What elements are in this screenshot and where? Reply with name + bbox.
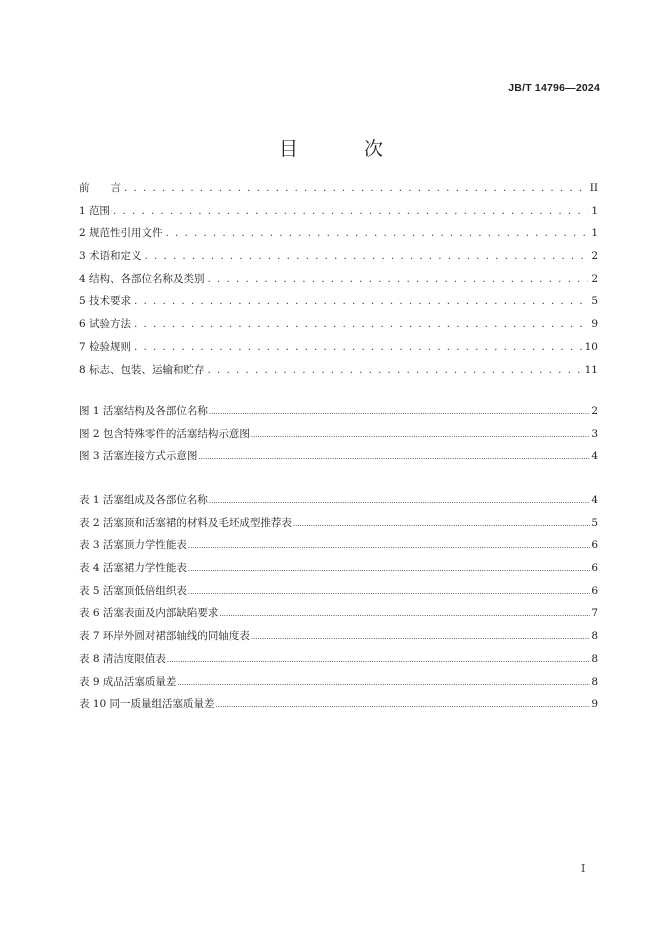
toc-entry-marking-packaging[interactable]: [79, 362, 598, 385]
table-label: 表 10 同一质量组活塞质量差: [79, 698, 215, 711]
toc-label: 前 言: [79, 182, 121, 194]
figure-entry[interactable]: [79, 426, 598, 449]
toc-label: 6 试验方法: [79, 318, 132, 331]
table-entry[interactable]: [79, 605, 598, 628]
dot-leader: [219, 607, 590, 619]
figure-entry[interactable]: [79, 403, 598, 426]
table-page: 5: [591, 516, 598, 529]
dot-leader: [293, 517, 590, 529]
dot-leader: [134, 341, 582, 353]
table-entry[interactable]: [79, 537, 598, 560]
toc-page: 10: [584, 340, 598, 353]
table-page: 8: [591, 652, 598, 665]
dot-leader: [251, 630, 590, 642]
toc-entry-foreword[interactable]: [79, 180, 598, 203]
toc-entry-scope[interactable]: [79, 203, 598, 226]
table-entry[interactable]: [79, 651, 598, 674]
toc-entry-technical-requirements[interactable]: [79, 293, 598, 316]
table-page: 6: [591, 539, 598, 552]
table-page: 8: [591, 630, 598, 643]
toc-entry-normative-references[interactable]: [79, 225, 598, 248]
table-entry[interactable]: [79, 628, 598, 651]
table-label: 表 2 活塞顶和活塞裙的材料及毛坯成型推荐表: [79, 516, 292, 529]
page-number: I: [581, 862, 586, 875]
toc-label: 1 范围: [79, 204, 111, 217]
toc-page: 2: [591, 250, 598, 263]
toc-entry-inspection-rules[interactable]: [79, 339, 598, 362]
table-label: 表 6 活塞表面及内部缺陷要求: [79, 607, 219, 620]
toc-label: 3 术语和定义: [79, 250, 142, 263]
toc-entry-terms[interactable]: [79, 248, 598, 271]
list-of-tables: [79, 492, 598, 719]
table-label: 表 3 活塞顶力学性能表: [79, 539, 187, 552]
toc-label: 5 技术要求: [79, 295, 132, 308]
table-entry[interactable]: [79, 696, 598, 719]
toc-page: II: [589, 182, 598, 194]
table-page: 7: [591, 607, 598, 620]
dot-leader: [124, 182, 587, 194]
dot-leader: [134, 318, 588, 330]
dot-leader: [177, 676, 590, 688]
figure-entry[interactable]: [79, 448, 598, 471]
dot-leader: [113, 205, 588, 217]
figure-page: 4: [591, 450, 598, 463]
list-of-figures: [79, 403, 598, 471]
toc-page: 1: [591, 227, 598, 240]
dot-leader: [188, 562, 590, 574]
table-page: 4: [591, 494, 598, 506]
dot-leader: [209, 494, 590, 506]
dot-leader: [208, 273, 589, 285]
table-label: 表 1 活塞组成及各部位名称: [79, 494, 208, 506]
table-entry[interactable]: [79, 560, 598, 583]
table-label: 表 9 成品活塞质量差: [79, 675, 177, 688]
toc-page: 1: [591, 204, 598, 217]
figure-label: 图 3 活塞连接方式示意图: [79, 450, 198, 463]
table-entry[interactable]: [79, 583, 598, 606]
page-title: 目 次: [278, 138, 414, 160]
table-entry[interactable]: [79, 674, 598, 697]
figure-page: 3: [591, 427, 598, 440]
dot-leader: [188, 539, 590, 551]
toc-page: 2: [591, 272, 598, 285]
table-page: 6: [591, 584, 598, 597]
toc-page: 11: [584, 363, 598, 376]
dot-leader: [188, 585, 590, 597]
toc-page: 5: [591, 295, 598, 308]
figure-page: 2: [591, 405, 598, 417]
toc-page: 9: [591, 318, 598, 331]
table-entry[interactable]: [79, 515, 598, 538]
dot-leader: [216, 698, 591, 710]
dot-leader: [166, 227, 589, 239]
dot-leader: [134, 295, 588, 307]
table-label: 表 8 清洁度限值表: [79, 652, 166, 665]
table-label: 表 7 环岸外圆对裙部轴线的同轴度表: [79, 630, 250, 643]
table-page: 6: [591, 562, 598, 575]
toc-label: 8 标志、包装、运输和贮存: [79, 363, 205, 376]
toc-entry-structure[interactable]: [79, 271, 598, 294]
dot-leader: [167, 653, 590, 665]
toc-entry-test-methods[interactable]: [79, 316, 598, 339]
toc-label: 4 结构、各部位名称及类别: [79, 272, 205, 285]
dot-leader: [208, 364, 582, 376]
table-label: 表 5 活塞顶低倍组织表: [79, 584, 187, 597]
table-page: 8: [591, 675, 598, 688]
figure-label: 图 1 活塞结构及各部位名称: [79, 405, 208, 417]
toc-label: 7 检验规则: [79, 340, 132, 353]
figure-label: 图 2 包含特殊零件的活塞结构示意图: [79, 427, 250, 440]
dot-leader: [209, 405, 590, 417]
table-label: 表 4 活塞裙力学性能表: [79, 562, 187, 575]
dot-leader: [198, 450, 590, 462]
dot-leader: [145, 250, 589, 262]
toc-label: 2 规范性引用文件: [79, 227, 163, 240]
standard-code: JB/T 14796—2024: [508, 82, 600, 94]
table-page: 9: [591, 698, 598, 711]
table-entry[interactable]: [79, 492, 598, 515]
dot-leader: [251, 428, 590, 440]
table-of-contents: [79, 180, 598, 384]
